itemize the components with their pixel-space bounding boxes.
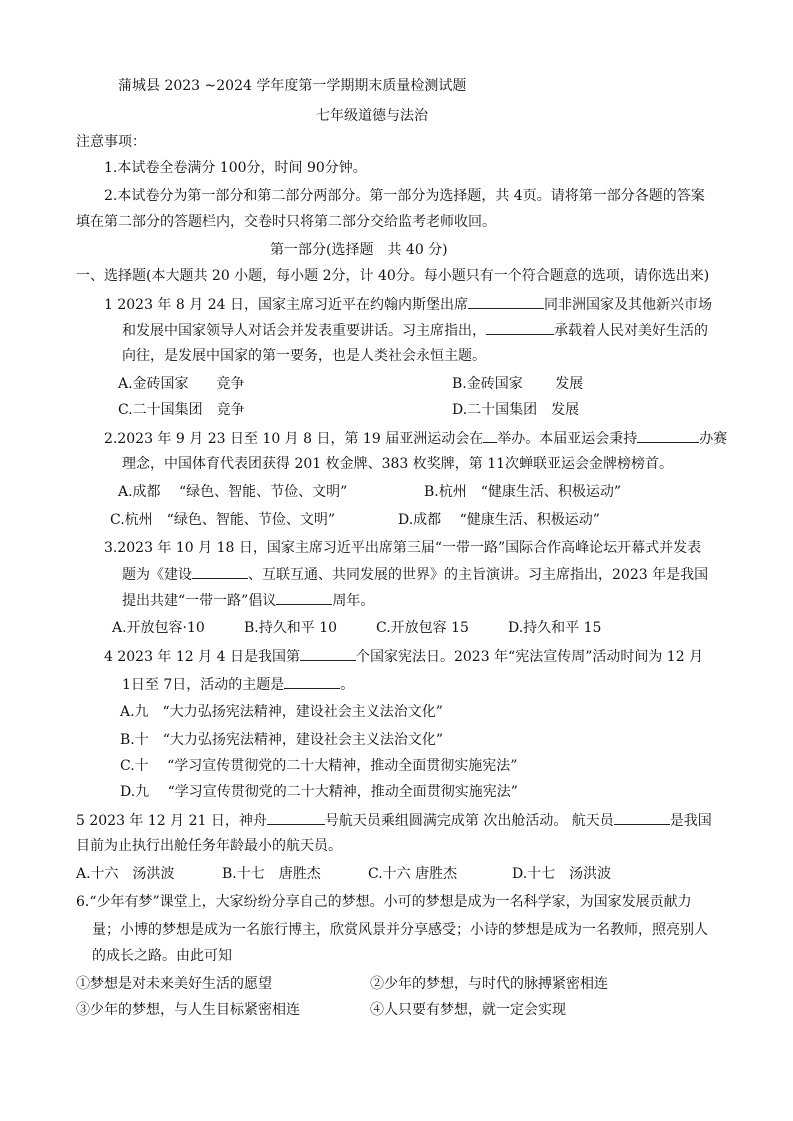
q4-option-d: D.九 “学习宣传贯彻党的二十大精神，推动全面贯彻实施宪法” (120, 784, 518, 800)
q3-line-2 (122, 564, 708, 585)
notice-item-2-line-2: 填在第二部分的答题栏内，交卷时只将第二部分交给监考老师收回。 (76, 214, 496, 230)
q1-option-c: C.二十国集团 竞争 (118, 402, 245, 418)
q6-line-2: 量；小博的梦想是成为一名旅行博主，欣赏风景并分享感受；小诗的梦想是成为一名教师，照亮别人 (92, 922, 708, 938)
q4-option-c: C.十 “学习宣传贯彻党的二十大精神，推动全面贯彻实施宪法” (120, 758, 518, 774)
q5-text-1c: 是我国 (669, 813, 712, 829)
q6-line-3: 的成长之路。由此可知 (92, 948, 232, 964)
q3-line-3 (122, 590, 374, 611)
q6-statement-2: ②少年的梦想，与时代的脉搏紧密相连 (370, 976, 608, 992)
q1-text-1a: 1 2023 年 8 月 24 日，国家主席习近平在约翰内斯堡出席 (104, 297, 468, 313)
q3-text-2b: 、互联互通、共同发展的世界》的主旨演讲。习主席指出，2023 年是我国 (248, 567, 709, 583)
q1-text-2b: 承载着人民对美好生活的 (554, 323, 708, 339)
q4-option-a: A.九 “大力弘扬宪法精神，建设社会主义法治文化” (120, 704, 443, 720)
q4-text-1a: 4 2023 年 12 月 4 日是我国第 (104, 649, 300, 665)
q5-blank-1 (267, 810, 325, 825)
q3-option-a: A.开放包容·10 (112, 620, 205, 636)
q2-option-c: C.杭州 “绿色、智能、节俭、文明” (110, 512, 335, 528)
q4-text-1b: 个国家宪法日。2023 年“宪法宣传周”活动时间为 12 月 (355, 649, 704, 665)
q2-option-b: B.杭州 “健康生活、积极运动” (424, 484, 622, 500)
notice-heading: 注意事项： (76, 134, 146, 150)
q5-option-b: B.十七 唐胜杰 (222, 866, 321, 882)
q2-text-1a: 2.2023 年 9 月 23 日至 10 月 8 日，第 19 届亚洲运动会在 (104, 431, 484, 447)
section-instruction: 一、选择题(本大题共 20 小题，每小题 2分，计 40分。每小题只有一个符合题意的选项，请你选出来) (76, 268, 710, 284)
q4-text-2b: 。 (340, 677, 355, 693)
q4-blank-1 (300, 646, 356, 661)
q5-line-1 (76, 810, 712, 831)
q1-option-b: B.金砖国家 发展 (452, 376, 584, 392)
q2-text-1c: 办赛 (699, 431, 728, 447)
q5-text-1a: 5 2023 年 12 月 21 日，神舟 (76, 813, 267, 829)
q2-blank-1 (483, 428, 497, 443)
exam-subtitle: 七年级道德与法治 (316, 108, 428, 124)
q5-line-2: 目前为止执行出舱任务年龄最小的航天员。 (76, 838, 342, 854)
q6-line-1: 6.“少年有梦”课堂上，大家纷纷分享自己的梦想。小可的梦想是成为一名科学家，为国家发展贡献力 (76, 894, 692, 910)
q1-line-3: 向往，是发展中国家的第一要务，也是人类社会永恒主题。 (122, 348, 486, 364)
q2-option-d: D.成都 “健康生活、积极运动” (398, 512, 600, 528)
q5-option-c: C.十六 唐胜杰 (368, 866, 458, 882)
q5-option-a: A.十六 汤洪波 (76, 866, 175, 882)
q3-option-b: B.持久和平 10 (244, 620, 338, 636)
q2-line-1 (104, 428, 727, 449)
notice-item-1: 1.本试卷全卷满分 100分，时间 90分钟。 (104, 160, 367, 176)
q1-option-d: D.二十国集团 发展 (452, 402, 580, 418)
q5-blank-2 (614, 810, 670, 825)
q6-statement-4: ④人只要有梦想，就一定会实现 (370, 1002, 566, 1018)
q3-option-c: C.开放包容 15 (376, 620, 469, 636)
q3-blank-1 (192, 564, 248, 579)
exam-title: 蒲城县 2023 ~2024 学年度第一学期期末质量检测试题 (118, 78, 467, 94)
q1-line-1 (104, 294, 712, 315)
q4-option-b: B.十 “大力弘扬宪法精神，建设社会主义法治文化” (120, 732, 444, 748)
q1-blank-2 (486, 320, 554, 335)
q4-line-1 (104, 646, 703, 667)
q4-blank-2 (284, 674, 340, 689)
q6-statement-1: ①梦想是对未来美好生活的愿望 (76, 976, 272, 992)
q1-text-1b: 同非洲国家及其他新兴市场 (543, 297, 712, 313)
q3-text-3a: 提出共建“一带一路”倡议 (122, 593, 277, 609)
q3-blank-2 (276, 590, 332, 605)
q4-text-2a: 1日至 7日，活动的主题是 (122, 677, 285, 693)
q5-option-d: D.十七 汤洪波 (512, 866, 612, 882)
q2-text-1b: 举办。本届亚运会秉持 (497, 431, 638, 447)
q3-option-d: D.持久和平 15 (508, 620, 602, 636)
q3-text-3b: 周年。 (332, 593, 375, 609)
q2-line-2: 理念，中国体育代表团获得 201 枚金牌、383 枚奖牌，第 11次蝉联亚运会金牌榜榜首。 (122, 456, 674, 472)
q1-option-a: A.金砖国家 竞争 (118, 376, 245, 392)
q1-blank-1 (468, 294, 544, 309)
section-title: 第一部分(选择题 共 40 分) (270, 242, 448, 258)
q3-text-2a: 题为《建设 (122, 567, 192, 583)
q1-line-2 (122, 320, 708, 341)
q1-text-2a: 和发展中国家领导人对话会并发表重要讲话。习主席指出， (122, 323, 486, 339)
q4-line-2 (122, 674, 354, 695)
q3-line-1: 3.2023 年 10 月 18 日，国家主席习近平出席第三届“一带一路”国际合作高峰论坛开幕式并发表 (104, 540, 702, 556)
q2-blank-2 (637, 428, 699, 443)
q2-option-a: A.成都 “绿色、智能、节俭、文明” (118, 484, 348, 500)
q6-statement-3: ③少年的梦想，与人生目标紧密相连 (76, 1002, 300, 1018)
notice-item-2-line-1: 2.本试卷分为第一部分和第二部分两部分。第一部分为选择题，共 4页。请将第一部分各题的答案 (104, 188, 705, 204)
q5-text-1b: 号航天员乘组圆满完成第 次出舱活动。 航天员 (324, 813, 614, 829)
